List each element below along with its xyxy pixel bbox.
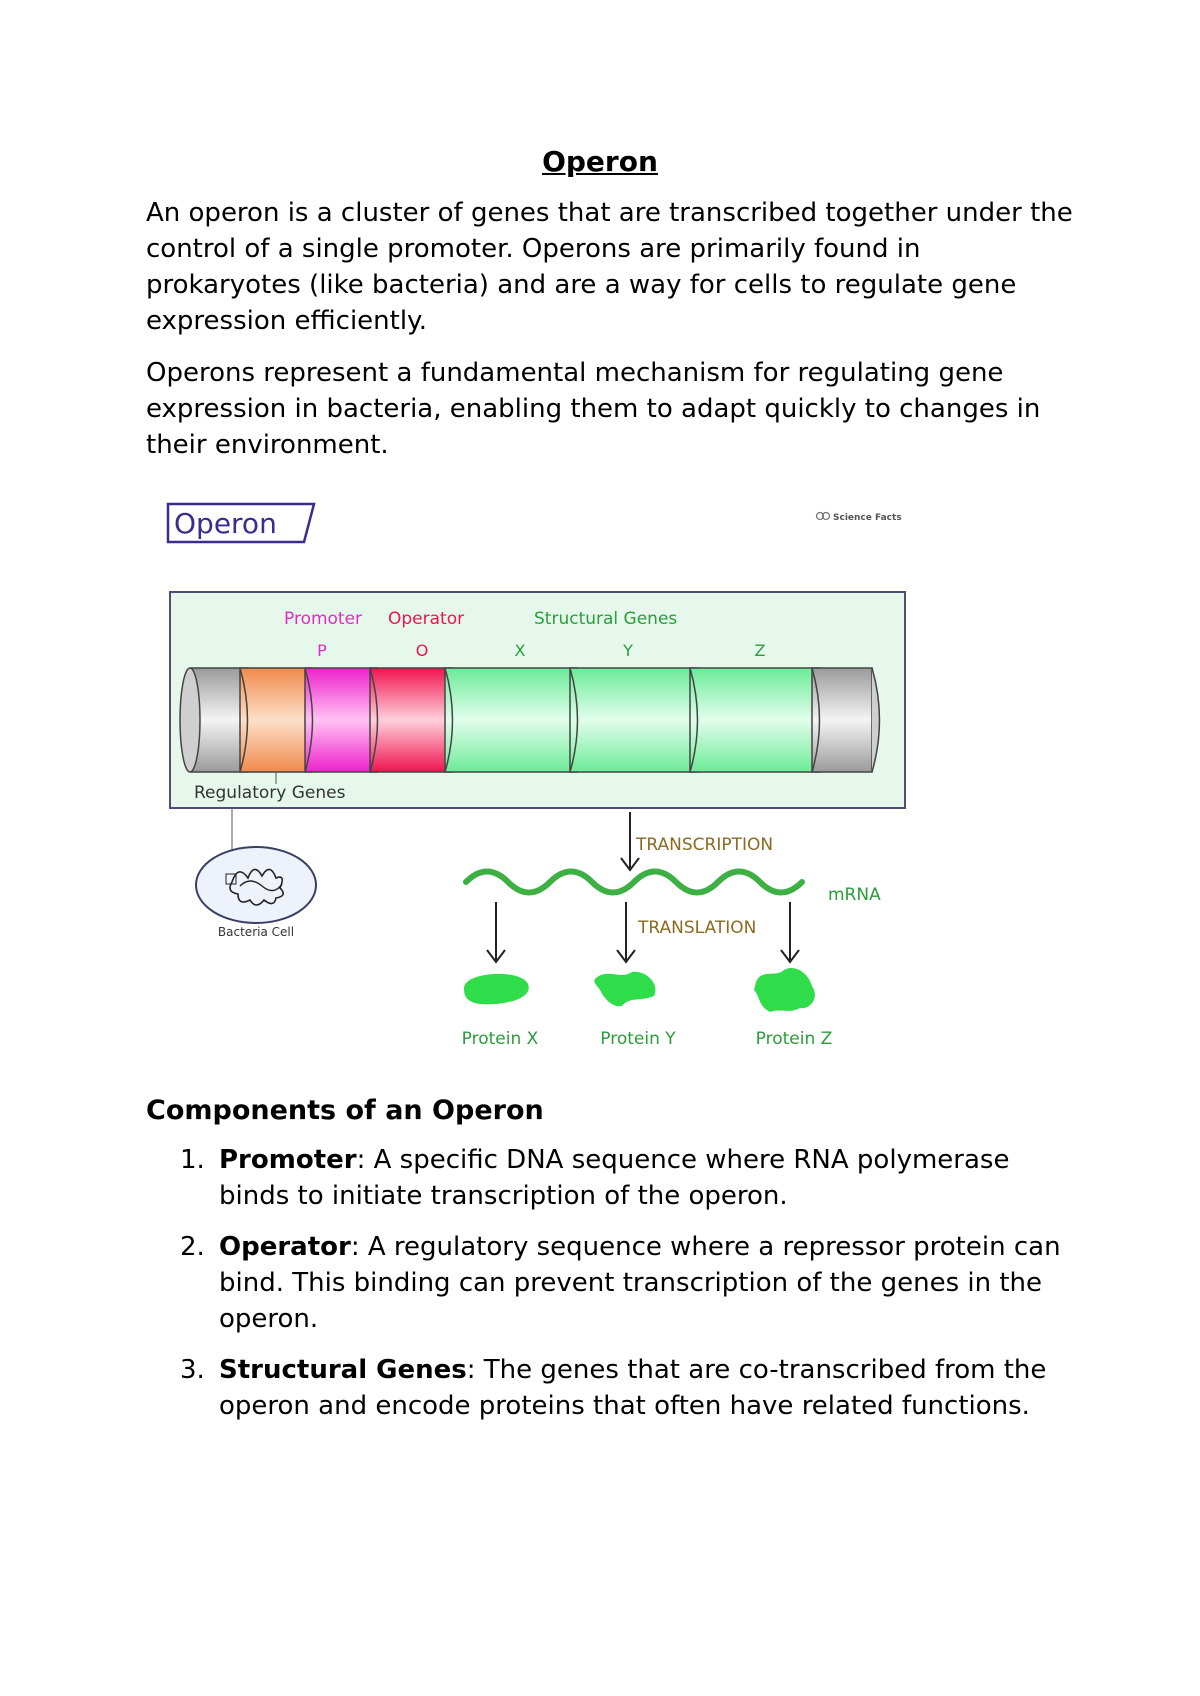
- operon-badge-label: Operon: [174, 507, 277, 540]
- protein-x-label: Protein X: [461, 1029, 539, 1049]
- list-item-description: : A specific DNA sequence where RNA polymerase binds to initiate transcription of the operon.: [219, 1145, 1010, 1211]
- gene-letter-z: Z: [754, 641, 766, 660]
- page-title: Operon: [542, 145, 658, 178]
- segment-gene-y: [570, 668, 698, 772]
- list-item: [146, 1352, 1066, 1424]
- protein-y-shape: [594, 972, 655, 1006]
- intro-paragraph-1: An operon is a cluster of genes that are transcribed together under the control of a single promoter. Operons are primarily found in prokaryotes (like bacteria) and are a way for cells to regulate gene expression efficiently.: [146, 198, 1073, 336]
- dna-cylinder: [180, 668, 880, 772]
- protein-z-shape: [754, 968, 815, 1012]
- gene-letter-y: Y: [623, 641, 633, 660]
- gene-letter-p: P: [317, 641, 327, 660]
- operon-diagram: [160, 490, 920, 1060]
- science-facts-logo: [817, 513, 902, 524]
- list-item-description: : The genes that are co-transcribed from the operon and encode proteins that often have related functions.: [219, 1355, 1047, 1421]
- protein-y-label: Protein Y: [600, 1029, 676, 1049]
- segment-gene-z: [690, 668, 820, 772]
- segment-right-cap: [812, 668, 872, 772]
- list-item-number: 1.: [180, 1145, 205, 1175]
- protein-z-label: Protein Z: [755, 1029, 833, 1049]
- bacteria-cell: [196, 847, 316, 923]
- list-item-description: : A regulatory sequence where a repressor protein can bind. This binding can prevent transcription of the genes in the operon.: [219, 1232, 1061, 1334]
- components-list: [146, 1142, 1066, 1439]
- list-item-term: Operator: [219, 1232, 351, 1262]
- segment-operator: [370, 668, 452, 772]
- list-item-term: Promoter: [219, 1145, 357, 1175]
- segment-gene-x: [445, 668, 577, 772]
- protein-x-shape: [464, 974, 529, 1005]
- list-item: [146, 1142, 1066, 1214]
- transcription-label: TRANSCRIPTION: [636, 835, 774, 855]
- list-item: [146, 1229, 1066, 1337]
- translation-label: TRANSLATION: [638, 918, 757, 938]
- bacteria-cell-label: Bacteria Cell: [217, 925, 295, 939]
- operator-label: Operator: [388, 609, 465, 629]
- list-item-number: 2.: [180, 1232, 205, 1262]
- regulatory-genes-label: Regulatory Genes: [194, 783, 346, 803]
- segment-promoter: [305, 668, 377, 772]
- mrna-strand: [466, 872, 802, 893]
- credit-label: Science Facts: [833, 513, 902, 523]
- intro-paragraph-2: Operons represent a fundamental mechanism for regulating gene expression in bacteria, enabling them to adapt quickly to changes in their environment.: [146, 358, 1041, 460]
- gene-letter-o: O: [415, 641, 429, 660]
- cylinder-left-end: [180, 668, 200, 772]
- list-item-number: 3.: [180, 1355, 205, 1385]
- list-item-term: Structural Genes: [219, 1355, 467, 1385]
- mrna-label: mRNA: [828, 885, 881, 905]
- structural-genes-label: Structural Genes: [534, 609, 678, 629]
- components-heading: Components of an Operon: [146, 1095, 544, 1126]
- promoter-label: Promoter: [284, 609, 363, 629]
- gene-letter-x: X: [514, 641, 526, 660]
- segment-regulatory: [240, 668, 312, 772]
